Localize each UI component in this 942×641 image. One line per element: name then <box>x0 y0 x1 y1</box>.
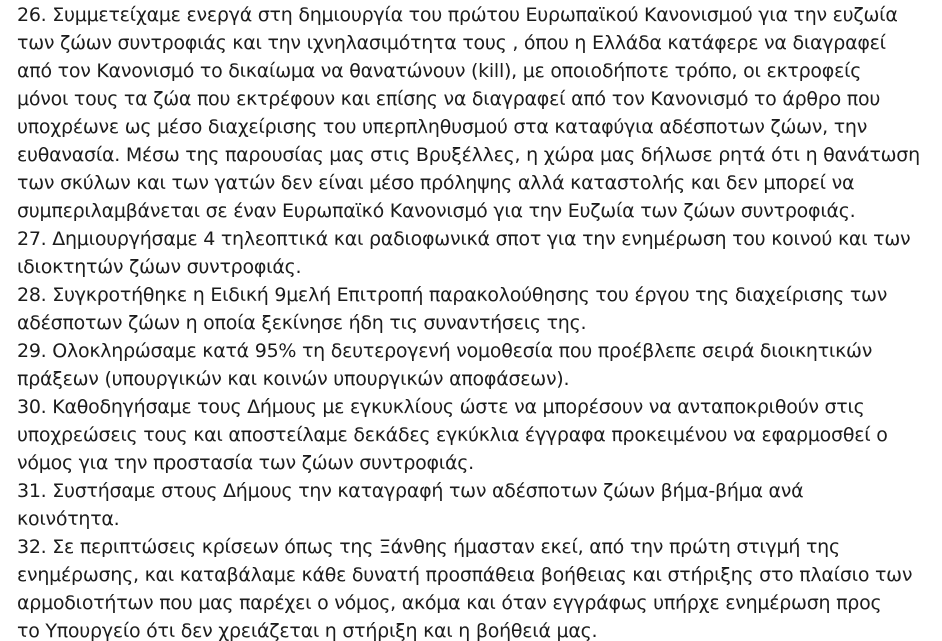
text-line: αδέσποτων ζώων η οποία ξεκίνησε ήδη τις συναντήσεις της. <box>17 312 587 334</box>
text-line: 32. Σε περιπτώσεις κρίσεων όπως της Ξάνθης ήμασταν εκεί, από την πρώτη στιγμή της <box>17 536 840 558</box>
text-line: υποχρεώσεις τους και αποστείλαμε δεκάδες εγκύκλια έγγραφα προκειμένου να εφαρμοσθεί ο <box>17 424 888 446</box>
text-line: υποχρέωνε ως μέσο διαχείρισης του υπερπληθυσμού στα καταφύγια αδέσποτων ζώων, την <box>17 116 868 138</box>
text-line: ιδιοκτητών ζώων συντροφιάς. <box>17 256 302 278</box>
text-line: των σκύλων και των γατών δεν είναι μέσο πρόληψης αλλά καταστολής και δεν μπορεί να <box>17 172 855 194</box>
text-line: ευθανασία. Μέσω της παρουσίας μας στις Βρυξέλλες, η χώρα μας δήλωσε ρητά ότι η θανάτωση <box>17 144 920 166</box>
text-line: 26. Συμμετείχαμε ενεργά στη δημιουργία του πρώτου Ευρωπαϊκού Κανονισμού για την ευζωία <box>17 4 898 26</box>
text-line: πράξεων (υπουργικών και κοινών υπουργικών αποφάσεων). <box>17 368 570 390</box>
text-line: το Υπουργείο ότι δεν χρειάζεται η στήριξη και η βοήθειά μας. <box>17 620 598 641</box>
text-line: ενημέρωσης, και καταβάλαμε κάθε δυνατή προσπάθεια βοήθειας και στήριξης στο πλαίσιο των <box>17 564 913 586</box>
text-line: συμπεριλαμβάνεται σε έναν Ευρωπαϊκό Κανονισμό για την Ευζωία των ζώων συντροφιάς. <box>17 200 856 222</box>
text-line: αρμοδιοτήτων που μας παρέχει ο νόμος, ακόμα και όταν εγγράφως υπήρχε ενημέρωση προς <box>17 592 882 614</box>
text-line: από τον Κανονισμό το δικαίωμα να θανατώνουν (kill), με οποιοδήποτε τρόπο, οι εκτροφείς <box>17 60 862 82</box>
text-line: κοινότητα. <box>17 508 120 530</box>
text-line: 31. Συστήσαμε στους Δήμους την καταγραφή των αδέσποτων ζώων βήμα-βήμα ανά <box>17 480 804 502</box>
text-line: 29. Ολοκληρώσαμε κατά 95% τη δευτερογενή νομοθεσία που προέβλεπε σειρά διοικητικών <box>17 340 873 362</box>
text-line: μόνοι τους τα ζώα που εκτρέφουν και επίσης να διαγραφεί από τον Κανονισμό το άρθρο που <box>17 88 881 110</box>
text-line: 30. Καθοδηγήσαμε τους Δήμους με εγκυκλίους ώστε να μπορέσουν να ανταποκριθούν στις <box>17 396 865 418</box>
text-line: νόμος για την προστασία των ζώων συντροφιάς. <box>17 452 474 474</box>
text-line: 27. Δημιουργήσαμε 4 τηλεοπτικά και ραδιοφωνικά σποτ για την ενημέρωση του κοινού και των <box>17 228 911 250</box>
text-line: των ζώων συντροφιάς και την ιχνηλασιμότητα τους , όπου η Ελλάδα κατάφερε να διαγραφεί <box>17 32 886 54</box>
text-line: 28. Συγκροτήθηκε η Ειδική 9μελή Επιτροπή παρακολούθησης του έργου της διαχείρισης των <box>17 284 888 306</box>
